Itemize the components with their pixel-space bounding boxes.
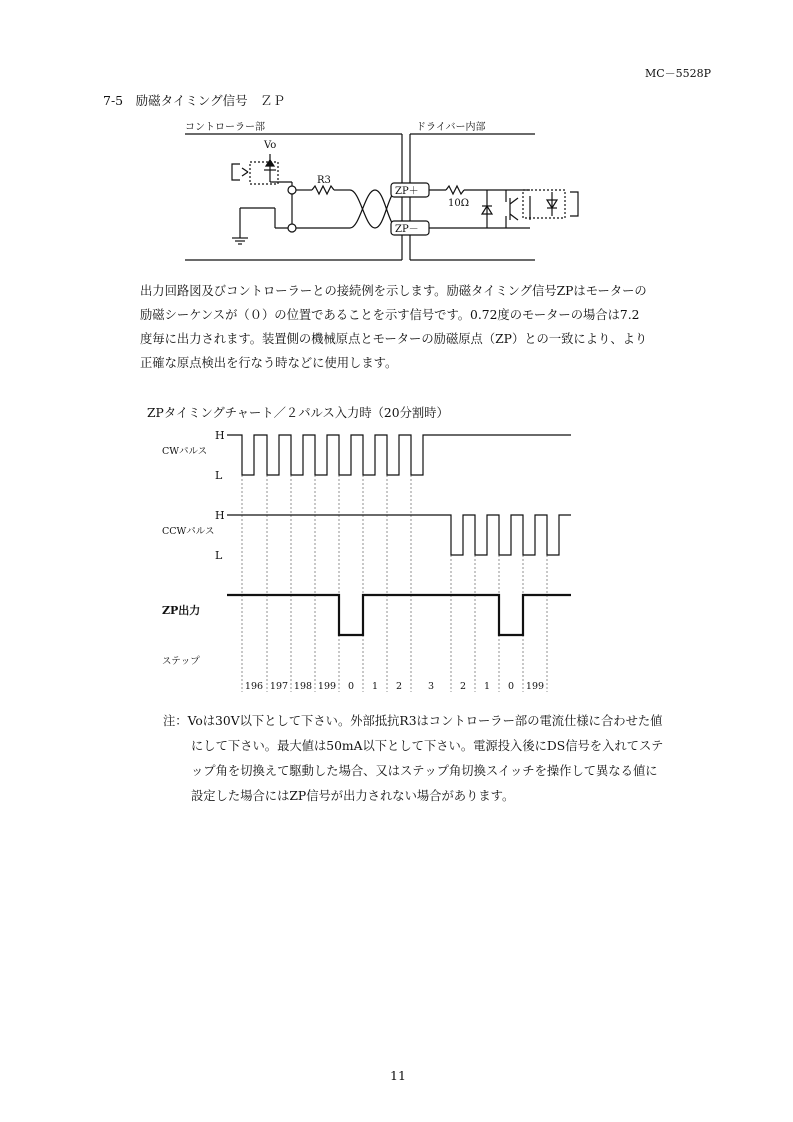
ccw-high-label: H — [215, 509, 225, 522]
step-value: 2 — [459, 681, 467, 692]
description-line: 正確な原点検出を行なう時などに使用します。 — [140, 356, 398, 370]
zp-minus-label: ZP－ — [395, 224, 419, 235]
step-value: 0 — [507, 681, 515, 692]
timing-chart-title: ZPタイミングチャート／２パルス入力時（20分割時） — [147, 406, 449, 420]
step-value: 198 — [293, 681, 313, 692]
description-line: 励磁シーケンスが（０）の位置であることを示す信号です。0.72度のモーターの場合は7.2 — [140, 308, 640, 322]
output-circuit-diagram — [180, 120, 600, 270]
note-line: ップ角を切換えて駆動した場合、又はステップ角切換スイッチを操作して異なる値に — [191, 764, 658, 778]
driver-label: ドライバー内部 — [416, 122, 486, 133]
step-value: 2 — [395, 681, 403, 692]
step-value: 197 — [269, 681, 289, 692]
step-value: 3 — [427, 681, 435, 692]
zp-timing-chart — [155, 420, 585, 700]
description-paragraph — [140, 279, 725, 375]
step-value: 199 — [525, 681, 545, 692]
zp-output-label: ZP出力 — [162, 604, 201, 617]
cw-low-label: L — [215, 469, 223, 482]
page-number: 11 — [390, 1068, 406, 1083]
step-value: 0 — [347, 681, 355, 692]
cw-high-label: H — [215, 429, 225, 442]
resistor-label: 10Ω — [448, 198, 470, 209]
description-line: 出力回路図及びコントローラーとの接続例を示します。励磁タイミング信号ZPはモーターの — [140, 284, 647, 298]
step-value: 196 — [244, 681, 264, 692]
step-value: 1 — [371, 681, 379, 692]
section-heading: 7-5 励磁タイミング信号 ＺＰ — [103, 93, 286, 108]
controller-label: コントローラー部 — [185, 122, 265, 133]
ccw-low-label: L — [215, 549, 223, 562]
cw-pulse-label: CWパルス — [162, 446, 208, 457]
note-line: にして下さい。最大値は50mA以下として下さい。電源投入後にDS信号を入れてステ — [191, 739, 664, 753]
document-id: MC－5528P — [645, 67, 712, 80]
description-line: 度毎に出力されます。装置側の機械原点とモーターの励磁原点（ZP）との一致により、より — [140, 332, 648, 346]
vo-label: Vo — [264, 140, 277, 151]
step-value: 1 — [483, 681, 491, 692]
ccw-pulse-label: CCWパルス — [162, 526, 215, 537]
note-line: 設定した場合にはZP信号が出力されない場合があります。 — [191, 789, 515, 803]
note-line: 注：Voは30V以下として下さい。外部抵抗R3はコントローラー部の電流仕様に合わせた値 — [163, 714, 663, 728]
zp-plus-label: ZP＋ — [395, 186, 419, 197]
r3-label: R3 — [317, 175, 331, 186]
note-paragraph — [163, 709, 733, 809]
step-value: 199 — [317, 681, 337, 692]
step-label: ステップ — [162, 656, 200, 667]
